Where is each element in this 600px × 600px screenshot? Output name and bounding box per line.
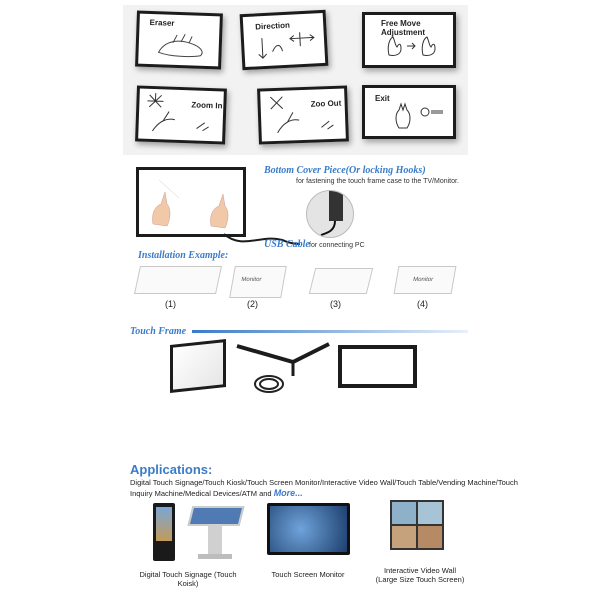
- gesture-label: Zoom In: [191, 100, 223, 111]
- touch-frame-photo-2: [233, 340, 333, 402]
- video-wall-panel: [392, 526, 416, 548]
- gesture-card-exit: [362, 85, 456, 139]
- direction-arrows-icon: [250, 31, 321, 65]
- installation-step-number: (3): [330, 299, 341, 309]
- installation-step-4-image: [394, 266, 457, 294]
- kiosk-screen: [156, 507, 172, 541]
- applications-title: Applications:: [130, 462, 213, 477]
- video-wall-panel: [418, 502, 442, 524]
- installation-heading: Installation Example:: [138, 250, 229, 261]
- touch-table-photo: [190, 506, 240, 560]
- hand-icon: [139, 170, 243, 234]
- installation-step-number: (1): [165, 299, 176, 309]
- gesture-label: Free Move Adjustment: [381, 19, 425, 37]
- installation-step-3-image: [309, 268, 373, 294]
- move-hand-icon: [375, 31, 445, 61]
- cover-piece-description: for fastening the touch frame case to the TV/Monitor.: [296, 178, 459, 185]
- touch-frame-photo-1: [170, 339, 226, 393]
- applications-line-2: [130, 488, 303, 499]
- applications-line-1: Digital Touch Signage/Touch Kiosk/Touch Screen Monitor/Interactive Video Wall/Touch Table/Vending Machine/Touch: [130, 478, 518, 487]
- gesture-label: Eraser: [149, 17, 175, 28]
- gesture-label: Direction: [255, 20, 291, 32]
- kiosk-photo: [153, 503, 175, 561]
- gesture-card-zoom-out: [257, 85, 349, 144]
- gesture-card-free-move: [362, 12, 456, 68]
- video-wall-panel: [418, 526, 442, 548]
- exit-hand-icon: [377, 102, 447, 132]
- gesture-card-eraser: [135, 11, 223, 70]
- usb-cable-description: for connecting PC: [309, 242, 365, 249]
- hook-icon: [307, 191, 353, 237]
- application-caption-video-wall-1: Interactive Video Wall: [383, 566, 457, 575]
- usb-cable-heading: USB Cable: [264, 239, 310, 250]
- install-label: Monitor: [412, 277, 434, 283]
- touch-table-screen: [188, 506, 245, 526]
- installation-step-2-image: [229, 266, 287, 298]
- installation-step-number: (4): [417, 299, 428, 309]
- gesture-card-direction: [240, 10, 329, 70]
- monitor-with-touch-frame: [136, 167, 246, 237]
- touch-frame-divider: [192, 330, 468, 333]
- application-caption-video-wall-2: (Large Size Touch Screen): [375, 575, 465, 584]
- gesture-label: Exit: [375, 94, 390, 103]
- application-caption-monitor: Touch Screen Monitor: [271, 570, 345, 579]
- applications-line-2-text: Inquiry Machine/Medical Devices/ATM and: [130, 489, 272, 498]
- applications-more: More...: [273, 488, 303, 498]
- touch-monitor-photo: [267, 503, 350, 555]
- zoom-in-hand-icon: [140, 91, 222, 140]
- gesture-label: Zoo Out: [310, 98, 342, 109]
- touch-frame-photo-3: [338, 345, 417, 388]
- touch-table-base: [198, 554, 232, 559]
- hand-icon: [150, 30, 211, 62]
- touch-frame-heading: Touch Frame: [130, 326, 187, 337]
- locking-hook-closeup: [306, 190, 354, 238]
- gesture-card-zoom-in: [135, 85, 227, 144]
- zoom-out-hand-icon: [262, 91, 344, 140]
- installation-step-number: (2): [247, 299, 258, 309]
- cover-piece-heading: Bottom Cover Piece(Or locking Hooks): [264, 165, 426, 176]
- install-label: Monitor: [240, 277, 262, 283]
- touch-table-stand: [208, 524, 222, 554]
- touch-monitor-screen: [270, 506, 347, 552]
- video-wall-photo: [390, 500, 444, 550]
- application-caption-kiosk: Digital Touch Signage (Touch Koisk): [139, 570, 237, 588]
- installation-step-1-image: [134, 266, 222, 294]
- video-wall-panel: [392, 502, 416, 524]
